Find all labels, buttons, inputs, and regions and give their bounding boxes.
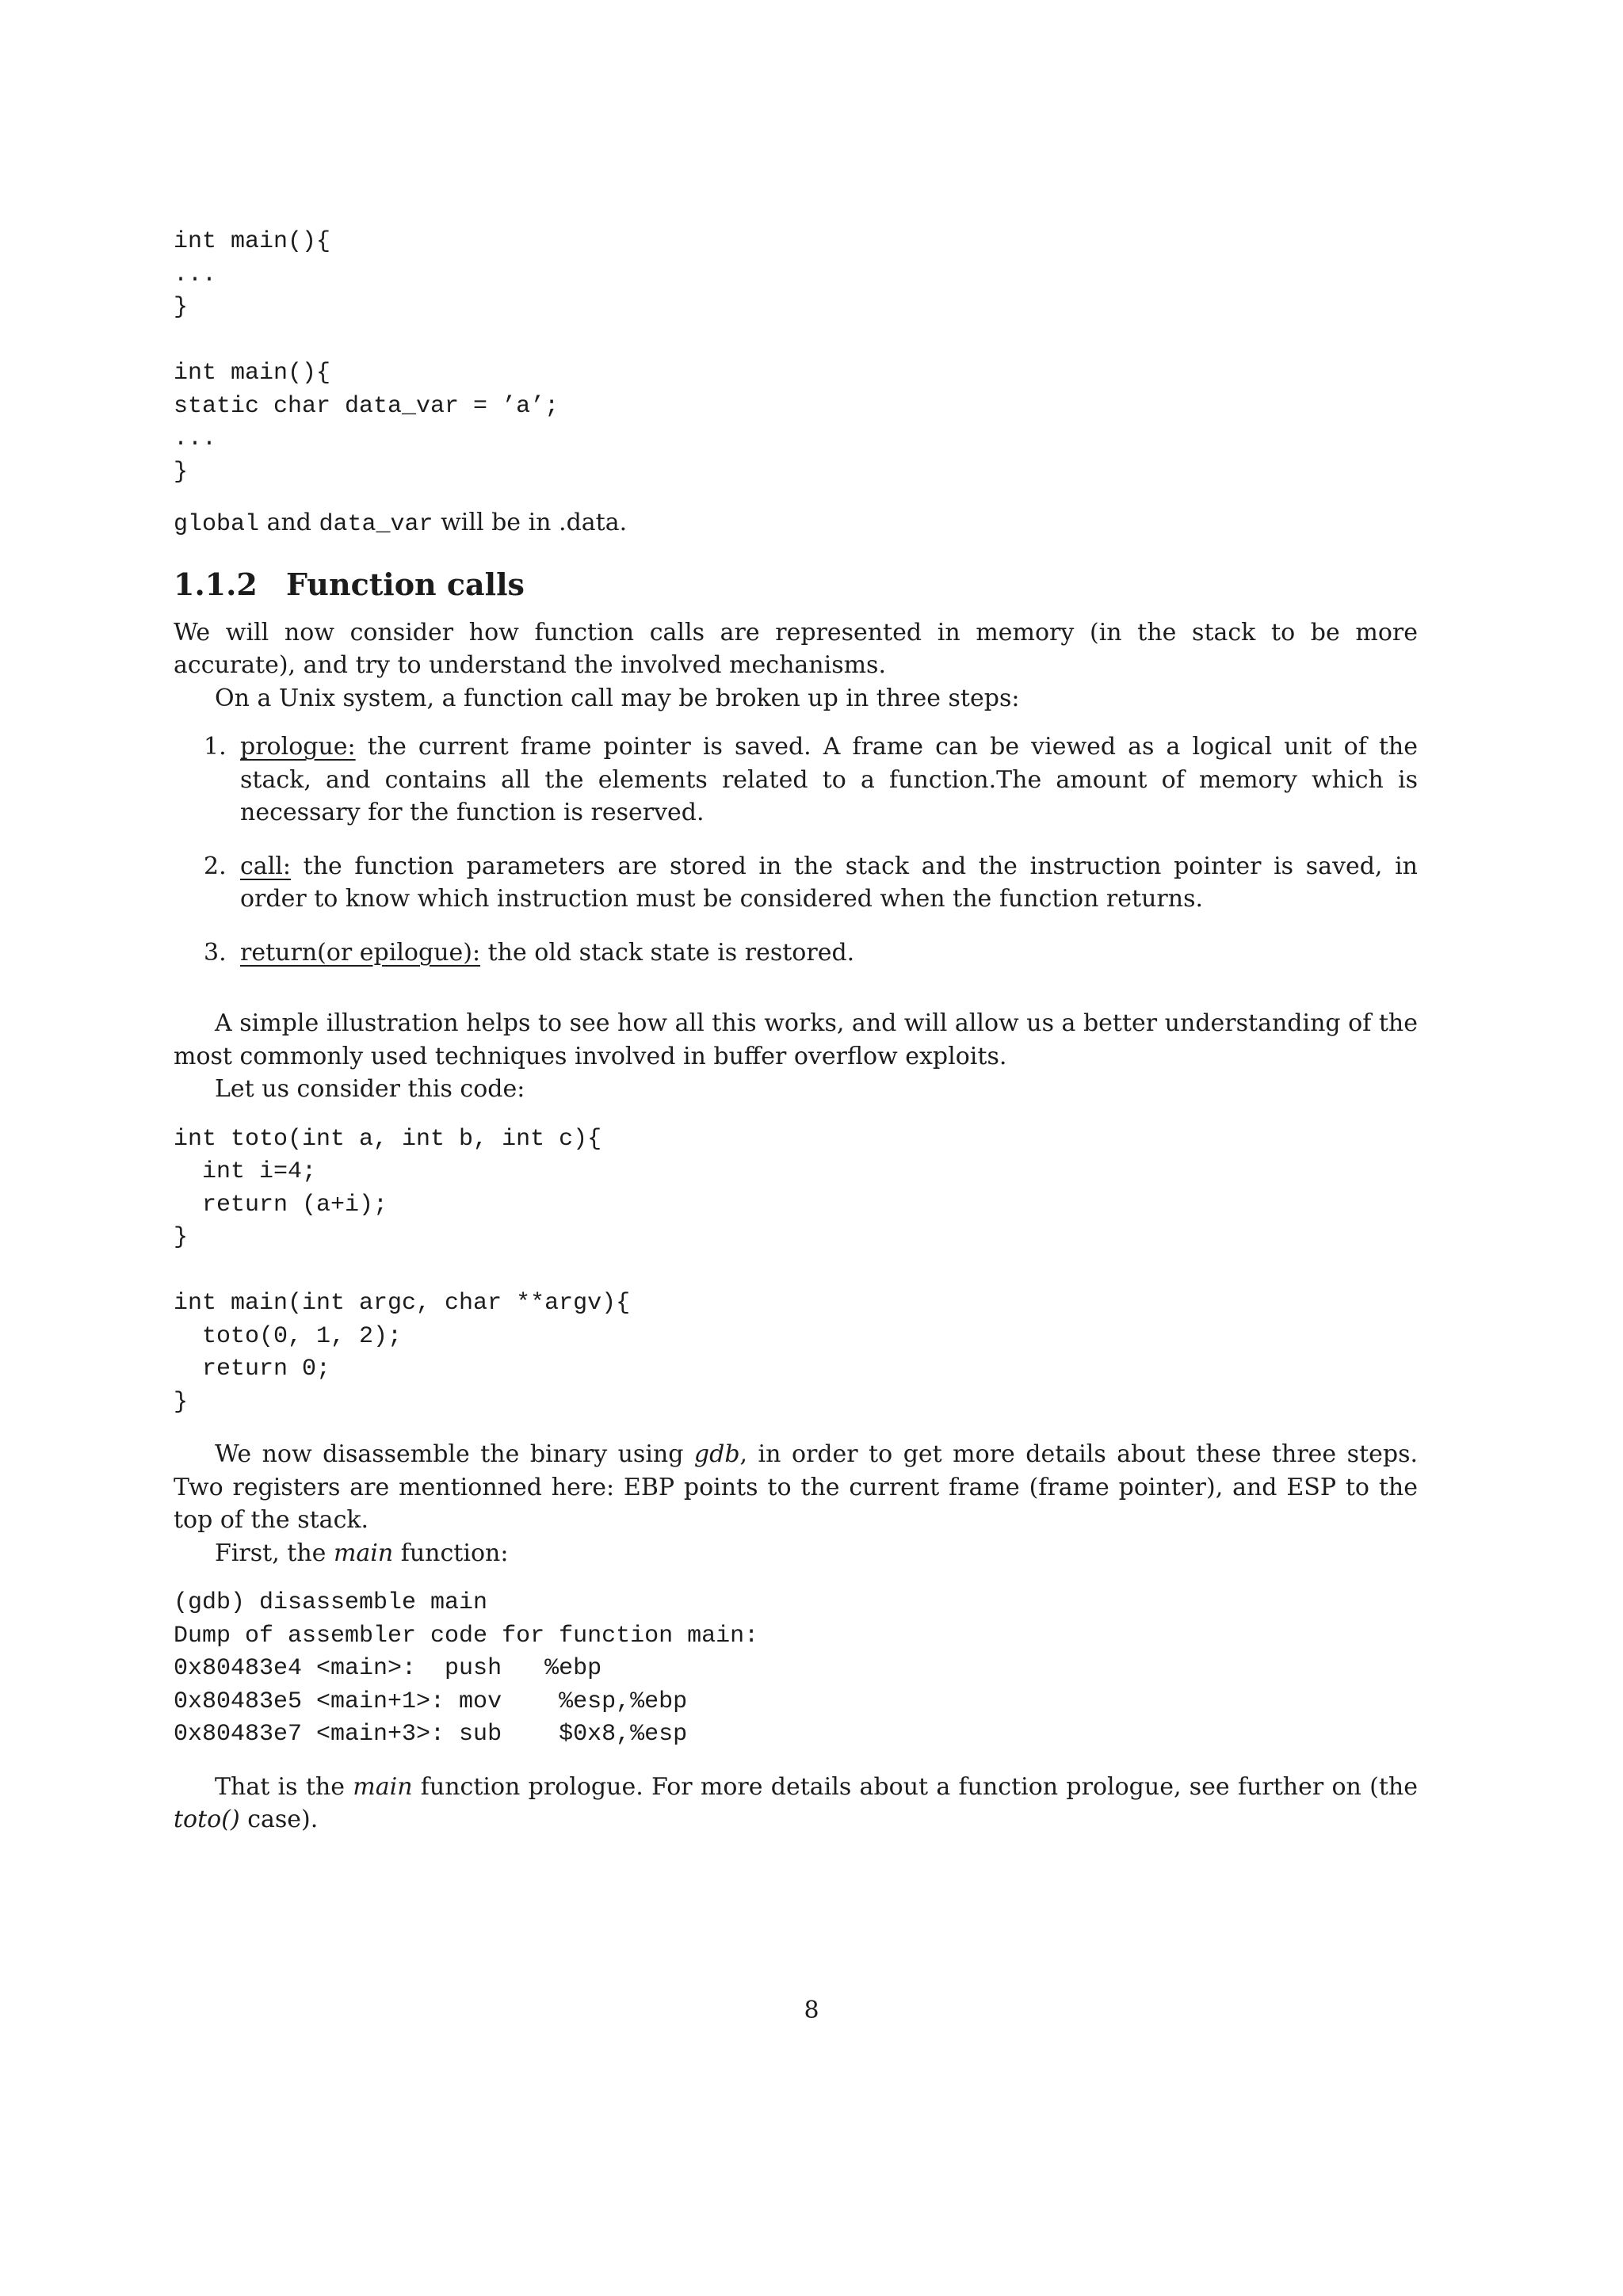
- code-block-toto: int toto(int a, int b, int c){ int i=4; return (a+i); }: [174, 1125, 602, 1251]
- toto-term: toto(): [174, 1806, 240, 1833]
- steps-intro: On a Unix system, a function call may be broken up in three steps:: [215, 684, 1020, 712]
- code-block-main-1: int main(){ ... }: [174, 228, 331, 321]
- step-term: return(or epilogue):: [240, 938, 481, 967]
- illustration-paragraph: A simple illustration helps to see how all this works, and will allow us a better understanding of the most commonly used techniques involved in buffer overflow exploits.: [174, 1009, 1418, 1070]
- main-term: main: [333, 1539, 394, 1567]
- disassemble-paragraph: We now disassemble the binary using gdb, in order to get more details about these three steps. Two registers are mentionned here: EBP points to the current frame (frame pointer), and ESP to the top of the stack.: [174, 1440, 1419, 1534]
- code-block-main-static: int main(){ static char data_var = ’a’; ... }: [174, 360, 559, 486]
- step-marker: 1.: [204, 733, 227, 761]
- section-number: 1.1.2: [174, 566, 258, 602]
- page-number: 8: [804, 1997, 819, 2024]
- main-term: main: [353, 1772, 413, 1801]
- step-text: the old stack state is restored.: [480, 938, 855, 967]
- code-block-gdb-dump: (gdb) disassemble main Dump of assembler code for function main: 0x80483e4 <main>: push %ebp 0x80483e5 <main+1>: mov %esp,%ebp 0x80483e7 <main+3>: sub $0x8,%esp: [174, 1589, 759, 1748]
- consider-paragraph: Let us consider this code:: [215, 1075, 525, 1103]
- step-item-return: [174, 936, 1418, 970]
- intro-paragraph: We will now consider how function calls are represented in memory (in the stack to be more accurate), and try to understand the involved mechanisms.: [174, 618, 1418, 679]
- gdb-term: gdb: [693, 1440, 740, 1468]
- code-global: global: [174, 511, 260, 538]
- steps-list: [174, 730, 1418, 969]
- data-section-note: global and data_var will be in .data.: [174, 509, 628, 538]
- first-main-paragraph: First, the main function:: [215, 1539, 509, 1567]
- step-term: prologue:: [240, 733, 356, 761]
- step-item-prologue: [174, 730, 1418, 830]
- section-title: Function calls: [286, 566, 525, 602]
- step-text: the function parameters are stored in the stack and the instruction pointer is saved, in order to know which instruction must be considered when the function returns.: [240, 852, 1418, 913]
- prologue-paragraph: That is the main function prologue. For more details about a function prologue, see further on (the toto() case).: [174, 1772, 1418, 1833]
- step-text: the current frame pointer is saved. A frame can be viewed as a logical unit of the stack, and contains all the elements related to a function.The amount of memory which is necessary for the function is reserved.: [240, 733, 1418, 826]
- step-item-call: [174, 850, 1418, 916]
- section-heading: [174, 566, 1418, 604]
- step-term: call:: [240, 852, 291, 880]
- step-marker: 2.: [204, 852, 227, 880]
- code-block-main-argv: int main(int argc, char **argv){ toto(0, 1, 2); return 0; }: [174, 1290, 631, 1416]
- page-body: [174, 226, 1418, 1836]
- code-data-var: data_var: [319, 511, 433, 538]
- step-marker: 3.: [204, 938, 227, 967]
